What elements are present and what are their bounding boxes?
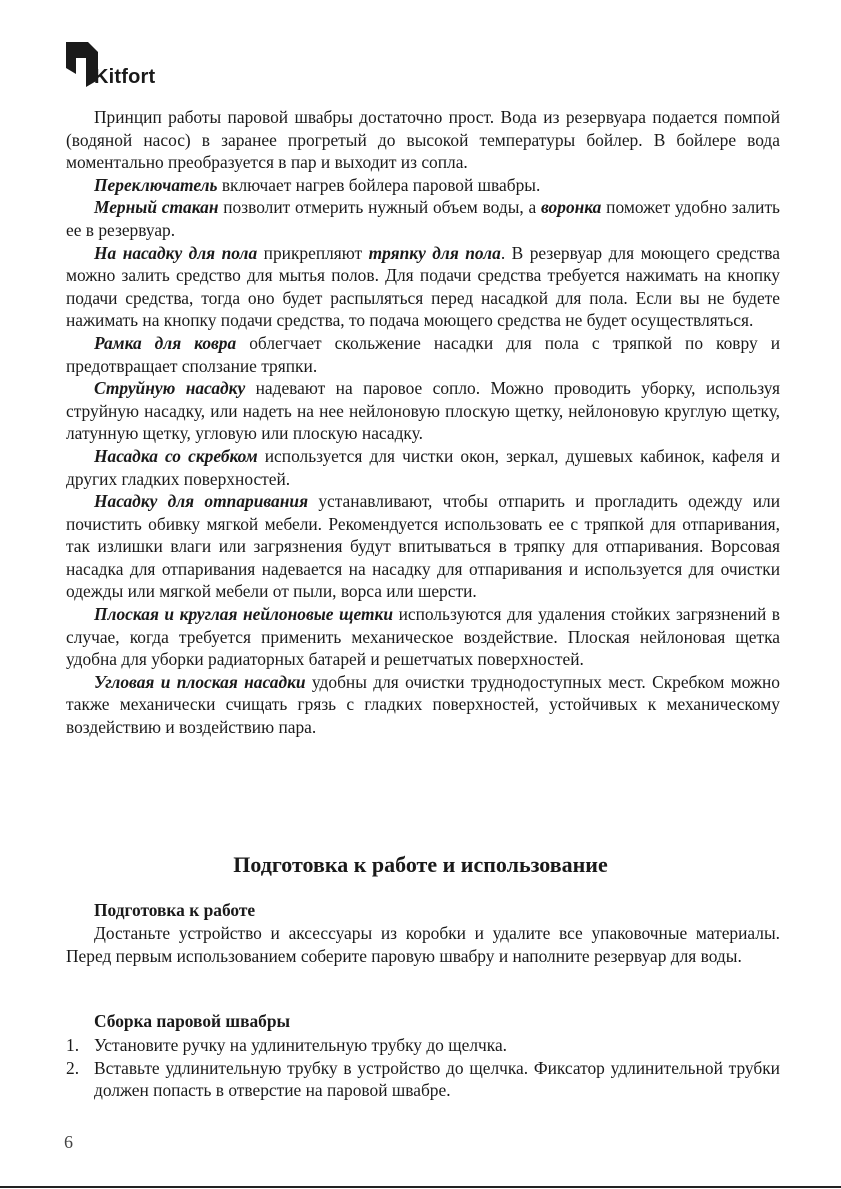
page-number: 6 — [64, 1132, 73, 1152]
paragraph-text: прикрепляют — [257, 242, 369, 263]
brand-name: Kitfort — [94, 66, 156, 88]
paragraph-text: надевают на паровое сопло. Можно проводить уборку, используя струйную насадку, или надеть на нее нейлоновую плоскую щетку, нейлоновую круглую щетку, латунную щетку, угловую или плоскую насадку. — [66, 378, 781, 444]
intro-paragraph — [66, 603, 780, 671]
emphasized-term: воронка — [541, 197, 602, 218]
intro-paragraph — [66, 490, 780, 603]
kitfort-logo-icon — [64, 40, 98, 88]
emphasized-term: Плоская и круглая нейлоновые щетки — [94, 604, 394, 625]
paragraph-text: используются для удаления стойких загрязнений в случае, когда требуется применить механическое воздействие. Плоская нейлоновая щетка удобна для уборки радиаторных батарей и решетчатых поверхностей. — [66, 604, 780, 670]
assembly-heading: Сборка паровой швабры — [94, 1011, 291, 1031]
intro-paragraph — [66, 377, 780, 445]
paragraph-text: поможет удобно залить ее в резервуар. — [66, 197, 780, 240]
paragraph-text: устанавливают, чтобы отпарить и прогладить одежду или почистить обивку мягкой мебели. Рекомендуется использовать ее с тряпкой для отпаривания, так излишки влаги или загрязнения будут впитываться в тряпку для отпаривания. Ворсовая насадка для отпаривания надевается на насадку для отпаривания и используется для очистки одежды или мягкой мебели от пыли, ворса или шерсти. — [66, 491, 781, 602]
step-item — [66, 1057, 780, 1102]
emphasized-term: Рамка для ковра — [94, 332, 237, 353]
intro-paragraph — [66, 671, 780, 739]
intro-paragraph — [66, 332, 780, 377]
emphasized-term: тряпку для пола — [368, 242, 501, 263]
prep-text: Достаньте устройство и аксессуары из коробки и удалите все упаковочные материалы. Перед первым использованием соберите паровую швабру и наполните резервуар для воды. — [66, 923, 780, 966]
step-number: 2. — [66, 1057, 80, 1078]
intro-text — [66, 106, 780, 739]
emphasized-term: Насадка со скребком — [94, 445, 258, 466]
paragraph-text: Принцип работы паровой швабры достаточно прост. Вода из резервуара подается помпой (водяной насос) в заранее прогретый до высокой температуры бойлер. В бойлере вода моментально преобразуется в пар и выходит из сопла. — [66, 107, 780, 173]
step-text: Установите ручку на удлинительную трубку до щелчка. — [94, 1035, 508, 1055]
emphasized-term: Переключатель — [94, 174, 218, 195]
paragraph-text: позволит отмерить нужный объем воды, а — [218, 197, 542, 218]
paragraph-text: включает нагрев бойлера паровой швабры. — [217, 174, 541, 195]
intro-paragraph — [66, 106, 780, 174]
emphasized-term: Угловая и плоская насадки — [94, 671, 306, 692]
brand-logo — [64, 40, 184, 88]
step-item — [66, 1034, 780, 1057]
assembly-steps — [66, 1034, 780, 1102]
intro-paragraph — [66, 242, 780, 332]
paragraph-text: облегчает скольжение насадки для пола с тряпкой по ковру и предотвращает сползание тряпки. — [66, 332, 780, 376]
step-number: 1. — [66, 1035, 80, 1055]
prep-heading: Подготовка к работе — [94, 900, 256, 920]
emphasized-term: Насадку для отпаривания — [94, 491, 309, 512]
paragraph-text: используется для чистки окон, зеркал, душевых кабинок, кафеля и других гладких поверхностей. — [66, 445, 780, 489]
emphasized-term: Струйную насадку — [94, 378, 246, 399]
bottom-rule — [0, 1186, 841, 1188]
paragraph-text: удобны для очистки труднодоступных мест. Скребком можно также механически счищать грязь с гладких поверхностей, устойчивых к механическому воздействию и воздействию пара. — [66, 671, 780, 738]
emphasized-term: На насадку для пола — [94, 242, 258, 263]
section-title: Подготовка к работе и использование — [233, 852, 608, 877]
step-text: Вставьте удлинительную трубку в устройство до щелчка. Фиксатор удлинительной трубки должен попасть в отверстие на паровой швабре. — [94, 1057, 780, 1101]
intro-paragraph — [66, 174, 780, 197]
paragraph-text: . В резервуар для моющего средства можно залить средство для мытья полов. Для подачи средства требуется нажимать на кнопку подачи средства, тогда оно будет распыляться перед насадкой для пола. Если вы не будете нажимать на кнопку подачи средства, то подача моющего средства не будет осуществляться. — [66, 242, 781, 331]
intro-paragraph — [66, 445, 780, 490]
emphasized-term: Мерный стакан — [94, 197, 219, 218]
intro-paragraph — [66, 196, 780, 241]
